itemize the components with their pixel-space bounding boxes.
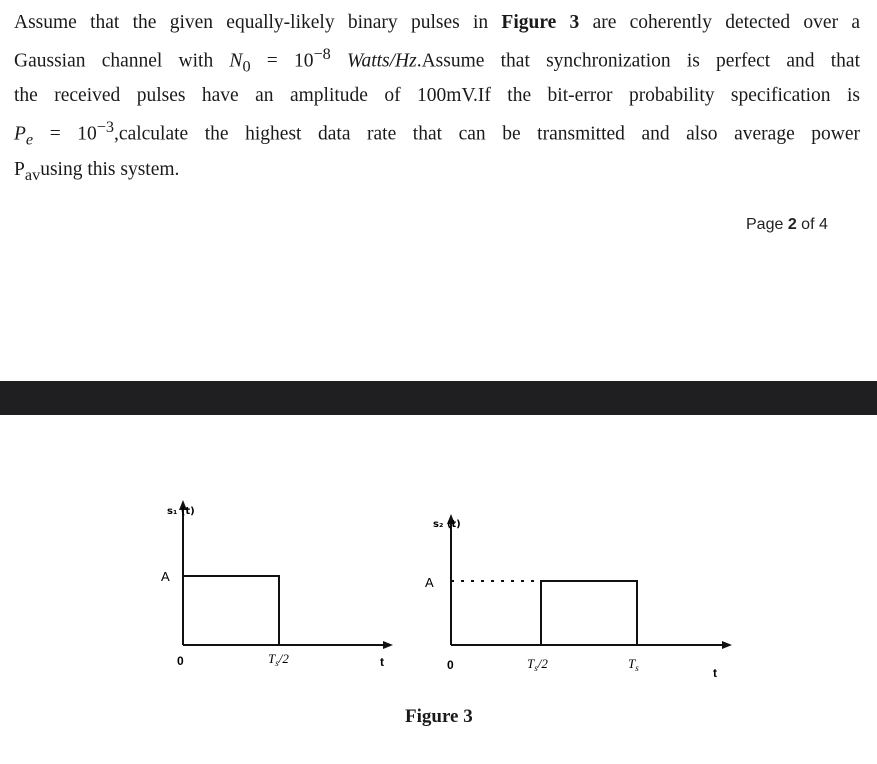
figure-caption: Figure 3 xyxy=(405,706,473,727)
symbol-subscript: e xyxy=(25,130,34,149)
s1-origin-label: 0 xyxy=(177,654,184,668)
s2-tick-half-label xyxy=(527,656,548,673)
symbol-pav: P xyxy=(14,158,25,180)
s1-pulse xyxy=(183,576,279,645)
s2-pulse xyxy=(541,581,637,645)
tick-symbol: T xyxy=(527,656,535,671)
tick-symbol: T xyxy=(628,656,636,671)
page-separator-bar xyxy=(0,381,877,415)
tick-symbol: T xyxy=(268,651,276,666)
tick-subscript: s xyxy=(275,658,279,668)
symbol-subscript: av xyxy=(24,165,41,184)
tick-subscript: s xyxy=(635,663,639,673)
tick-tail: /2 xyxy=(278,651,289,666)
page-prefix: Page xyxy=(746,216,788,233)
s1-y-label: s₁ (t) xyxy=(167,506,195,517)
s1-x-arrow-icon xyxy=(383,641,393,649)
s2-y-label: s₂ (t) xyxy=(433,519,461,530)
text-segment: = 10 xyxy=(250,50,314,71)
text-segment: are coherently detected over a xyxy=(579,12,861,33)
tick-subscript: s xyxy=(534,663,538,673)
problem-line-3: the received pulses have an amplitude of 100mV.If the bit-error probability specification is xyxy=(14,85,860,107)
symbol-n0: N xyxy=(229,50,243,71)
text-segment: .Assume that synchronization is perfect and that xyxy=(416,50,860,71)
symbol-pe: P xyxy=(14,123,26,145)
exponent: −3 xyxy=(96,117,115,136)
s2-plot xyxy=(425,514,732,680)
text-segment: = 10 xyxy=(33,123,97,145)
symbol-subscript: 0 xyxy=(242,56,251,75)
s2-origin-label: 0 xyxy=(447,658,454,672)
problem-line-4 xyxy=(14,112,860,155)
tick-tail: /2 xyxy=(537,656,548,671)
unit: Watts/Hz xyxy=(330,50,417,71)
page-suffix: of 4 xyxy=(796,216,828,233)
page-current: 2 xyxy=(787,216,797,233)
text-segment: using this system. xyxy=(40,158,180,180)
s1-time-label: t xyxy=(380,655,384,669)
text-segment: ,calculate the highest data rate that can be transmitted and also average power xyxy=(114,123,861,145)
s1-plot xyxy=(161,500,393,669)
text-segment: Assume that the given equally-likely binary pulses in xyxy=(14,12,502,33)
s2-x-arrow-icon xyxy=(722,641,732,649)
figure-reference: Figure 3 xyxy=(501,12,580,33)
s1-amplitude-label: A xyxy=(161,569,170,584)
problem-line-2 xyxy=(14,39,860,82)
s2-amplitude-label: A xyxy=(425,575,434,590)
s1-tick-half-label xyxy=(268,651,289,668)
problem-line-1 xyxy=(14,8,860,39)
text-segment: Gaussian channel with xyxy=(14,50,230,71)
s2-tick-full-label xyxy=(628,656,639,673)
page-number xyxy=(746,216,828,234)
problem-line-5 xyxy=(14,155,860,190)
problem-text xyxy=(14,8,860,190)
s2-time-label: t xyxy=(713,666,717,680)
exponent: −8 xyxy=(313,44,331,63)
